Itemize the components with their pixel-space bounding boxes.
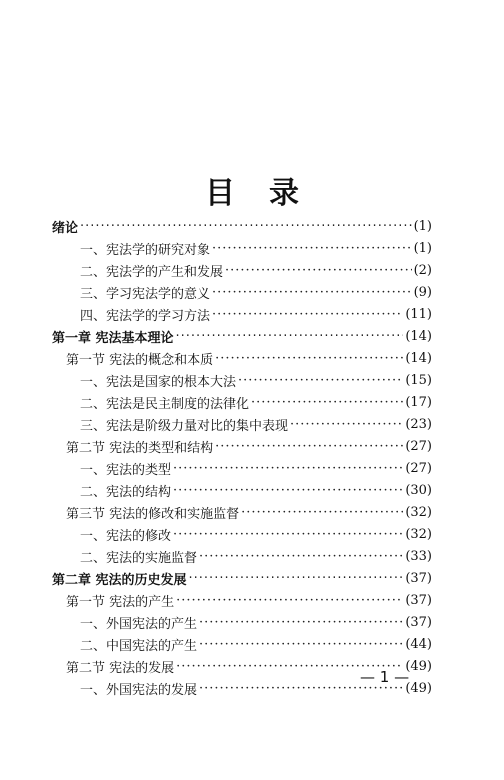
toc-page-number: (23): [405, 416, 432, 432]
toc-page-number: (9): [413, 284, 432, 300]
toc-entry-subchapter[interactable]: [66, 347, 432, 369]
leader-dots: [199, 637, 403, 652]
leader-dots: [173, 527, 403, 542]
toc-entry-subchapter[interactable]: [66, 501, 432, 523]
leader-dots: [215, 351, 403, 366]
toc-entry-label: 一、宪法是国家的根本大法: [80, 374, 237, 390]
toc-page-number: (14): [405, 350, 432, 366]
toc-entry-subchapter[interactable]: [66, 435, 432, 457]
toc-page-number: (33): [405, 548, 432, 564]
toc-entry-label: 二、宪法的实施监督: [80, 550, 198, 566]
toc-entry-label: 二、宪法是民主制度的法律化: [80, 396, 250, 412]
toc-entry-chapter[interactable]: [52, 567, 432, 589]
leader-dots: [176, 329, 404, 344]
toc-entry-section[interactable]: [80, 369, 432, 391]
toc-entry-label: 三、学习宪法学的意义: [80, 286, 211, 302]
leader-dots: [199, 549, 403, 564]
leader-dots: [215, 439, 403, 454]
page-title: 目录: [205, 176, 333, 211]
toc-page-number: (32): [405, 504, 432, 520]
toc-entry-subchapter[interactable]: [66, 589, 432, 611]
toc-entry-section[interactable]: [80, 479, 432, 501]
toc-entry-section[interactable]: [80, 633, 432, 655]
leader-dots: [80, 219, 412, 234]
toc-page-number: (1): [413, 240, 432, 256]
leader-dots: [189, 571, 404, 586]
toc-entry-label: 第一节 宪法的产生: [66, 594, 175, 610]
toc-entry-section[interactable]: [80, 281, 432, 303]
toc-page-number: (37): [405, 614, 432, 630]
toc-entry-label: 第二节 宪法的类型和结构: [66, 440, 214, 456]
toc-entry-label: 绪论: [52, 220, 79, 236]
leader-dots: [176, 593, 403, 608]
toc-page-number: (27): [405, 438, 432, 454]
leader-dots: [238, 373, 403, 388]
leader-dots: [173, 461, 403, 476]
toc-entry-label: 二、中国宪法的产生: [80, 638, 198, 654]
toc-page-number: (37): [405, 570, 432, 586]
toc-entry-label: 一、宪法学的研究对象: [80, 242, 211, 258]
toc-page-number: (1): [413, 218, 432, 234]
toc-page-number: (2): [413, 262, 432, 278]
toc-page-number: (30): [405, 482, 432, 498]
toc-entry-section[interactable]: [80, 413, 432, 435]
leader-dots: [212, 307, 403, 322]
toc-entry-section[interactable]: [80, 237, 432, 259]
toc-entry-label: 第一节 宪法的概念和本质: [66, 352, 214, 368]
leader-dots: [199, 615, 403, 630]
toc-page-number: (15): [405, 372, 432, 388]
toc-entry-section[interactable]: [80, 611, 432, 633]
toc-entry-label: 二、宪法学的产生和发展: [80, 264, 224, 280]
toc-entry-section[interactable]: [80, 303, 432, 325]
toc-entry-section[interactable]: [80, 545, 432, 567]
toc-entry-label: 一、宪法的修改: [80, 528, 172, 544]
toc-page-number: (37): [405, 592, 432, 608]
toc-entry-label: 第二章 宪法的历史发展: [52, 572, 187, 588]
toc-entry-label: 二、宪法的结构: [80, 484, 172, 500]
toc-entry-section[interactable]: [80, 457, 432, 479]
toc-page-number: (44): [405, 636, 432, 652]
toc-entry-label: 一、外国宪法的产生: [80, 616, 198, 632]
toc-entry-section[interactable]: [80, 523, 432, 545]
toc-entry-section[interactable]: [80, 259, 432, 281]
leader-dots: [173, 483, 403, 498]
toc-entry-label: 四、宪法学的学习方法: [80, 308, 211, 324]
toc-entry-label: 一、宪法的类型: [80, 462, 172, 478]
leader-dots: [241, 505, 403, 520]
toc-page-number: (17): [405, 394, 432, 410]
toc-entry-label: 第三节 宪法的修改和实施监督: [66, 506, 240, 522]
leader-dots: [251, 395, 403, 410]
toc-entry-section[interactable]: [80, 391, 432, 413]
toc-page-number: (49): [405, 658, 432, 674]
leader-dots: [212, 285, 412, 300]
toc-entry-chapter[interactable]: [52, 325, 432, 347]
toc-entry-label: 一、外国宪法的发展: [80, 682, 198, 698]
toc-page-number: (49): [405, 680, 432, 696]
page-number-footer: — 1 —: [360, 668, 410, 686]
toc-entry-label: 第二节 宪法的发展: [66, 660, 175, 676]
toc-page-number: (14): [405, 328, 432, 344]
toc-page-number: (11): [405, 306, 432, 322]
toc-entry-intro[interactable]: [52, 215, 432, 237]
toc-entry-label: 第一章 宪法基本理论: [52, 330, 174, 346]
toc-page-number: (27): [405, 460, 432, 476]
toc-page-number: (32): [405, 526, 432, 542]
leader-dots: [225, 263, 412, 278]
leader-dots: [212, 241, 412, 256]
leader-dots: [290, 417, 403, 432]
toc-entry-label: 三、宪法是阶级力量对比的集中表现: [80, 418, 289, 434]
